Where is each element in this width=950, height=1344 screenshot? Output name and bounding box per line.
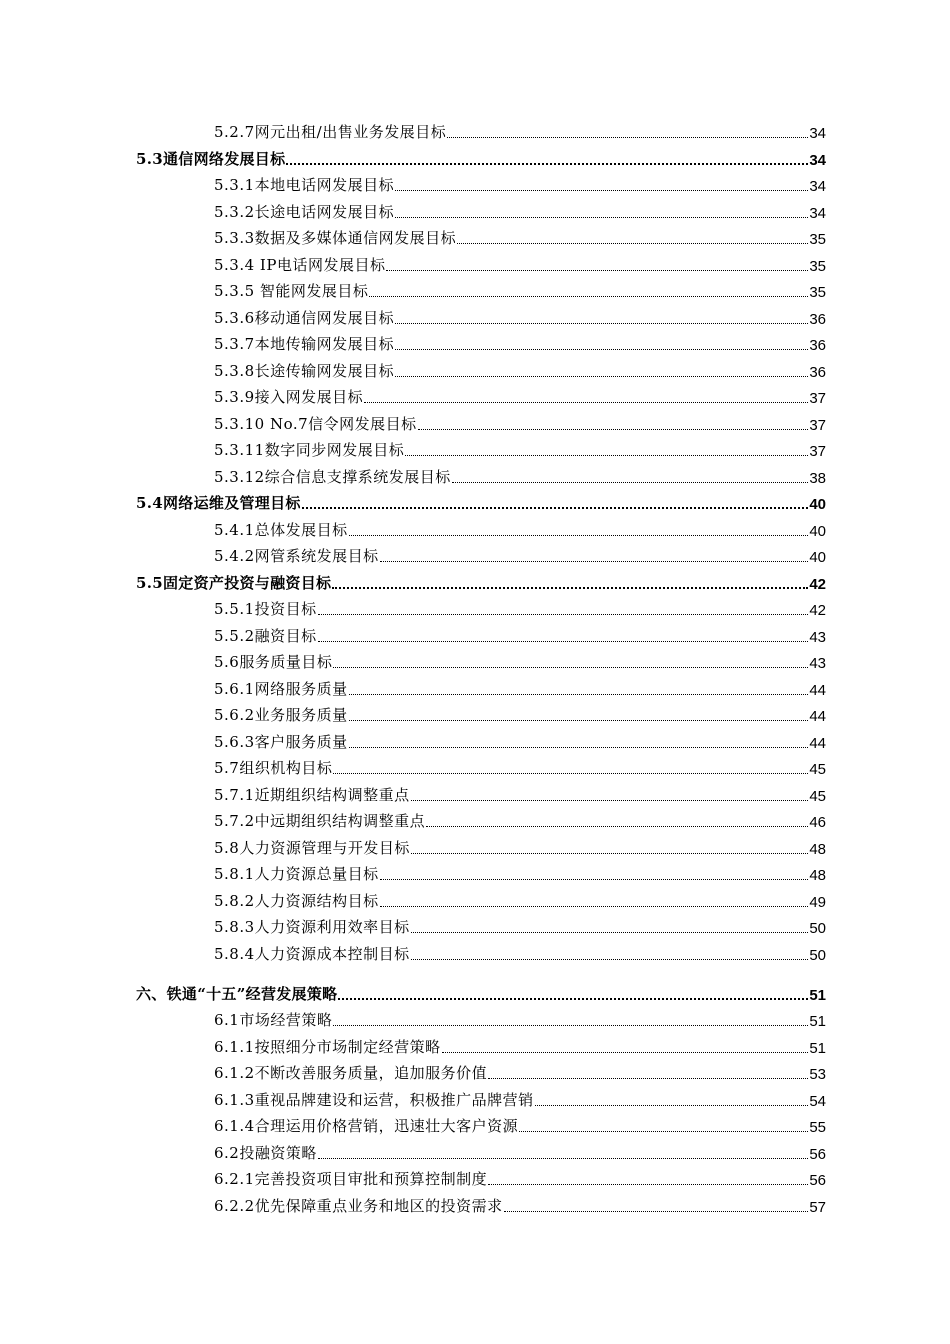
toc-entry[interactable] xyxy=(214,1139,826,1163)
toc-entry-title: 5.3.12综合信息支撑系统发展目标 xyxy=(214,468,451,486)
toc-entry-title: 5.4.2网管系统发展目标 xyxy=(214,547,379,565)
toc-entry-page-number: 51 xyxy=(809,1040,826,1057)
toc-entry[interactable] xyxy=(214,330,826,354)
toc-entry[interactable] xyxy=(136,489,826,513)
toc-entry-page-number: 45 xyxy=(809,761,826,778)
toc-dot-leader xyxy=(411,959,809,960)
toc-entry-page-number: 44 xyxy=(809,682,826,699)
toc-entry-page-number: 44 xyxy=(809,735,826,752)
toc-dot-leader xyxy=(333,667,808,668)
toc-entry[interactable] xyxy=(214,701,826,725)
toc-entry-page-number: 56 xyxy=(809,1172,826,1189)
toc-entry[interactable] xyxy=(214,1112,826,1136)
toc-dot-leader xyxy=(395,190,808,191)
toc-dot-leader xyxy=(411,853,808,854)
toc-entry-title: 6.1.2不断改善服务质量，追加服务价值 xyxy=(214,1064,488,1082)
toc-entry-page-number: 37 xyxy=(809,390,826,407)
toc-entry-page-number: 48 xyxy=(809,867,826,884)
toc-entry-title: 5.2.7网元出租/出售业务发展目标 xyxy=(214,123,447,141)
toc-entry[interactable] xyxy=(214,118,826,142)
toc-dot-leader xyxy=(380,561,809,562)
toc-entry-page-number: 51 xyxy=(809,987,826,1004)
toc-entry-page-number: 35 xyxy=(809,231,826,248)
toc-dot-leader xyxy=(405,455,808,456)
toc-dot-leader xyxy=(488,1078,808,1079)
toc-entry[interactable] xyxy=(214,251,826,275)
toc-entry-page-number: 55 xyxy=(809,1119,826,1136)
toc-dot-leader xyxy=(395,349,808,350)
toc-entry[interactable] xyxy=(214,940,826,964)
toc-entry-page-number: 34 xyxy=(809,178,826,195)
toc-entry[interactable] xyxy=(136,145,826,169)
toc-entry[interactable] xyxy=(214,516,826,540)
toc-dot-leader xyxy=(411,800,809,801)
toc-dot-leader xyxy=(411,932,809,933)
toc-entry-page-number: 54 xyxy=(809,1093,826,1110)
toc-entry-title: 5.3.1本地电话网发展目标 xyxy=(214,176,395,194)
toc-entry-page-number: 42 xyxy=(809,602,826,619)
toc-entry[interactable] xyxy=(214,1033,826,1057)
toc-entry-title: 6.2.2优先保障重点业务和地区的投资需求 xyxy=(214,1197,503,1215)
toc-entry[interactable] xyxy=(214,1192,826,1216)
toc-entry-title: 5.5.1投资目标 xyxy=(214,600,317,618)
toc-entry[interactable] xyxy=(214,171,826,195)
toc-entry-page-number: 36 xyxy=(809,337,826,354)
toc-entry-title: 5.7.1近期组织结构调整重点 xyxy=(214,786,410,804)
toc-dot-leader xyxy=(418,429,809,430)
toc-entry-title: 5.3.11数字同步网发展目标 xyxy=(214,441,405,459)
toc-entry-title: 5.3.4 IP电话网发展目标 xyxy=(214,256,386,274)
toc-dot-leader xyxy=(504,1211,809,1212)
toc-entry-page-number: 37 xyxy=(809,417,826,434)
toc-entry[interactable] xyxy=(214,304,826,328)
toc-entry[interactable] xyxy=(136,980,826,1004)
toc-dot-leader xyxy=(369,296,808,297)
toc-entry-page-number: 46 xyxy=(809,814,826,831)
toc-entry[interactable] xyxy=(214,463,826,487)
toc-entry[interactable] xyxy=(214,383,826,407)
toc-entry-page-number: 57 xyxy=(809,1199,826,1216)
toc-entry[interactable] xyxy=(214,887,826,911)
toc-entry[interactable] xyxy=(214,595,826,619)
toc-entry-title: 5.5.2融资目标 xyxy=(214,627,317,645)
toc-entry[interactable] xyxy=(136,569,826,593)
toc-entry[interactable] xyxy=(214,807,826,831)
toc-entry-title: 5.6.2业务服务质量 xyxy=(214,706,348,724)
toc-entry-title: 6.1.4合理运用价格营销，迅速壮大客户资源 xyxy=(214,1117,519,1135)
toc-entry-page-number: 44 xyxy=(809,708,826,725)
toc-entry[interactable] xyxy=(214,781,826,805)
toc-entry-page-number: 56 xyxy=(809,1146,826,1163)
toc-entry-title: 6.1市场经营策略 xyxy=(214,1011,333,1029)
toc-dot-leader xyxy=(349,720,809,721)
toc-entry-title: 5.3.3数据及多媒体通信网发展目标 xyxy=(214,229,457,247)
toc-entry-page-number: 50 xyxy=(809,920,826,937)
toc-entry-title: 5.6服务质量目标 xyxy=(214,653,333,671)
toc-entry-title: 5.3.2长途电话网发展目标 xyxy=(214,203,395,221)
toc-entry-title: 5.4.1总体发展目标 xyxy=(214,521,348,539)
toc-entry[interactable] xyxy=(214,542,826,566)
toc-entry[interactable] xyxy=(214,675,826,699)
toc-dot-leader xyxy=(447,137,808,138)
toc-entry-title: 5.7组织机构目标 xyxy=(214,759,333,777)
toc-entry[interactable] xyxy=(214,436,826,460)
toc-dot-leader xyxy=(519,1131,808,1132)
toc-entry-title: 5.3.9接入网发展目标 xyxy=(214,388,364,406)
toc-entry-page-number: 50 xyxy=(809,947,826,964)
toc-entry[interactable] xyxy=(214,754,826,778)
toc-entry-page-number: 38 xyxy=(809,470,826,487)
toc-entry[interactable] xyxy=(214,224,826,248)
toc-entry-title: 5.8人力资源管理与开发目标 xyxy=(214,839,410,857)
toc-entry-title: 5.6.3客户服务质量 xyxy=(214,733,348,751)
toc-entry-page-number: 49 xyxy=(809,894,826,911)
toc-entry-title: 5.3.7本地传输网发展目标 xyxy=(214,335,395,353)
toc-dot-leader xyxy=(395,217,808,218)
toc-entry-page-number: 53 xyxy=(809,1066,826,1083)
toc-entry-title: 6.2.1完善投资项目审批和预算控制制度 xyxy=(214,1170,488,1188)
toc-entry-title: 5.3.5 智能网发展目标 xyxy=(214,282,369,300)
toc-dot-leader xyxy=(333,773,808,774)
toc-entry-page-number: 45 xyxy=(809,788,826,805)
toc-dot-leader xyxy=(286,163,808,165)
toc-dot-leader xyxy=(349,535,809,536)
toc-entry-page-number: 34 xyxy=(809,152,826,169)
toc-dot-leader xyxy=(457,243,808,244)
toc-entry[interactable] xyxy=(214,198,826,222)
toc-dot-leader xyxy=(535,1105,809,1106)
toc-entry-title: 5.7.2中远期组织结构调整重点 xyxy=(214,812,426,830)
toc-entry[interactable] xyxy=(214,913,826,937)
toc-entry-title: 5.3.6移动通信网发展目标 xyxy=(214,309,395,327)
toc-dot-leader xyxy=(395,323,808,324)
toc-entry-page-number: 34 xyxy=(809,205,826,222)
toc-entry-title: 6.1.3重视品牌建设和运营，积极推广品牌营销 xyxy=(214,1091,534,1109)
toc-entry[interactable] xyxy=(214,1059,826,1083)
toc-entry[interactable] xyxy=(214,622,826,646)
toc-entry[interactable] xyxy=(214,1086,826,1110)
toc-entry[interactable] xyxy=(214,357,826,381)
toc-entry-title: 6.1.1按照细分市场制定经营策略 xyxy=(214,1038,441,1056)
toc-entry[interactable] xyxy=(214,860,826,884)
toc-entry-page-number: 40 xyxy=(809,549,826,566)
toc-entry-page-number: 36 xyxy=(809,311,826,328)
toc-entry-title: 5.8.3人力资源利用效率目标 xyxy=(214,918,410,936)
toc-entry-page-number: 40 xyxy=(809,496,826,513)
toc-entry-page-number: 40 xyxy=(809,523,826,540)
toc-entry-page-number: 36 xyxy=(809,364,826,381)
toc-dot-leader xyxy=(386,270,808,271)
toc-entry-page-number: 43 xyxy=(809,629,826,646)
toc-entry-title: 6.2投融资策略 xyxy=(214,1144,317,1162)
toc-entry[interactable] xyxy=(214,1006,826,1030)
toc-dot-leader xyxy=(302,507,809,509)
toc-entry-page-number: 35 xyxy=(809,258,826,275)
toc-entry[interactable] xyxy=(214,410,826,434)
toc-entry-title: 5.3.10 No.7信令网发展目标 xyxy=(214,415,417,433)
toc-dot-leader xyxy=(338,998,808,1000)
toc-entry[interactable] xyxy=(214,728,826,752)
toc-dot-leader xyxy=(318,1158,808,1159)
toc-dot-leader xyxy=(380,906,809,907)
toc-dot-leader xyxy=(318,641,809,642)
toc-dot-leader xyxy=(349,747,809,748)
toc-entry-page-number: 34 xyxy=(809,125,826,142)
toc-dot-leader xyxy=(426,826,808,827)
toc-entry-title: 5.5固定资产投资与融资目标 xyxy=(136,574,332,592)
toc-dot-leader xyxy=(364,402,808,403)
toc-dot-leader xyxy=(488,1184,808,1185)
toc-entry-page-number: 42 xyxy=(809,576,826,593)
toc-entry[interactable] xyxy=(214,277,826,301)
toc-entry-title: 5.8.4人力资源成本控制目标 xyxy=(214,945,410,963)
toc-entry-title: 5.4网络运维及管理目标 xyxy=(136,494,301,512)
toc-dot-leader xyxy=(452,482,809,483)
toc-entry[interactable] xyxy=(214,834,826,858)
toc-entry-title: 六、铁通“十五”经营发展策略 xyxy=(136,985,338,1003)
toc-entry-title: 5.3.8长途传输网发展目标 xyxy=(214,362,395,380)
toc-entry-page-number: 37 xyxy=(809,443,826,460)
toc-entry[interactable] xyxy=(214,1165,826,1189)
toc-entry-title: 5.8.1人力资源总量目标 xyxy=(214,865,379,883)
toc-entry-page-number: 35 xyxy=(809,284,826,301)
toc-dot-leader xyxy=(442,1052,809,1053)
toc-dot-leader xyxy=(318,614,809,615)
toc-dot-leader xyxy=(349,694,809,695)
toc-dot-leader xyxy=(380,879,809,880)
toc-entry-title: 5.8.2人力资源结构目标 xyxy=(214,892,379,910)
toc-entry[interactable] xyxy=(214,648,826,672)
toc-entry-title: 5.3通信网络发展目标 xyxy=(136,150,286,168)
toc-dot-leader xyxy=(332,587,808,589)
toc-entry-page-number: 43 xyxy=(809,655,826,672)
toc-entry-page-number: 51 xyxy=(809,1013,826,1030)
toc-dot-leader xyxy=(333,1025,808,1026)
toc-entry-title: 5.6.1网络服务质量 xyxy=(214,680,348,698)
toc-entry-page-number: 48 xyxy=(809,841,826,858)
toc-dot-leader xyxy=(395,376,808,377)
